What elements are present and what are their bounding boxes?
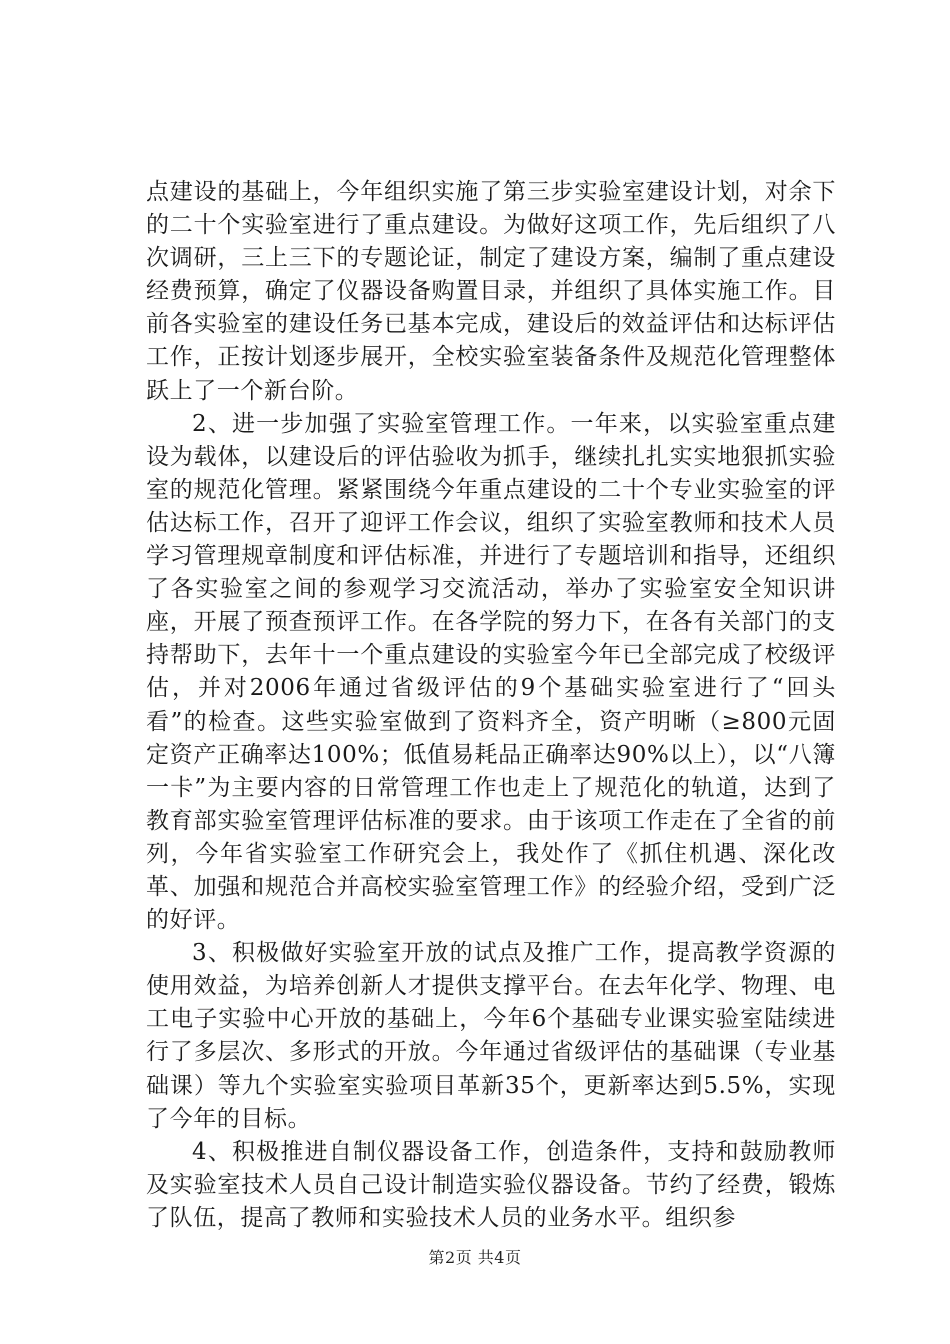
paragraph-4: 4、积极推进自制仪器设备工作，创造条件，支持和鼓励教师及实验室技术人员自己设计制造实验仪器设备。节约了经费，锻炼了队伍，提高了教师和实验技术人员的业务水平。组织参 bbox=[146, 1138, 836, 1231]
paragraph-3: 3、积极做好实验室开放的试点及推广工作，提高教学资源的使用效益，为培养创新人才提供支撑平台。在去年化学、物理、电工电子实验中心开放的基础上，今年6个基础专业课实验室陆续进行了多层次、多形式的开放。今年通过省级评估的基础课（专业基础课）等九个实验室实验项目革新35个，更新率达到5.5%，实现了今年的目标。 bbox=[146, 940, 836, 1132]
paragraph-2: 2、进一步加强了实验室管理工作。一年来，以实验室重点建设为载体，以建设后的评估验收为抓手，继续扎扎实实地狠抓实验室的规范化管理。紧紧围绕今年重点建设的二十个专业实验室的评估达标工作，召开了迎评工作会议，组织了实验室教师和技术人员学习管理规章制度和评估标准，并进行了专题培训和指导，还组织了各实验室之间的参观学习交流活动，举办了实验室安全知识讲座，开展了预查预评工作。在各学院的努力下，在各有关部门的支持帮助下，去年十一个重点建设的实验室今年已全部完成了校级评估，并对2006年通过省级评估的9个基础实验室进行了“回头看”的检查。这些实验室做到了资料齐全，资产明晰（≥800元固定资产正确率达100%；低值易耗品正确率达90%以上），以“八簿一卡”为主要内容的日常管理工作也走上了规范化的轨道，达到了教育部实验室管理评估标准的要求。由于该项工作走在了全省的前列，今年省实验室工作研究会上，我处作了《抓住机遇、深化改革、加强和规范合并高校实验室管理工作》的经验介绍，受到广泛的好评。 bbox=[146, 410, 836, 934]
document-body bbox=[146, 176, 836, 1235]
paragraph-continued: 点建设的基础上，今年组织实施了第三步实验室建设计划，对余下的二十个实验室进行了重点建设。为做好这项工作，先后组织了八次调研，三上三下的专题论证，制定了建设方案，编制了重点建设经费预算，确定了仪器设备购置目录，并组织了具体实施工作。目前各实验室的建设任务已基本完成，建设后的效益评估和达标评估工作，正按计划逐步展开，全校实验室装备条件及规范化管理整体跃上了一个新台阶。 bbox=[146, 179, 836, 404]
page-footer: 第2页 共4页 bbox=[428, 1248, 522, 1267]
